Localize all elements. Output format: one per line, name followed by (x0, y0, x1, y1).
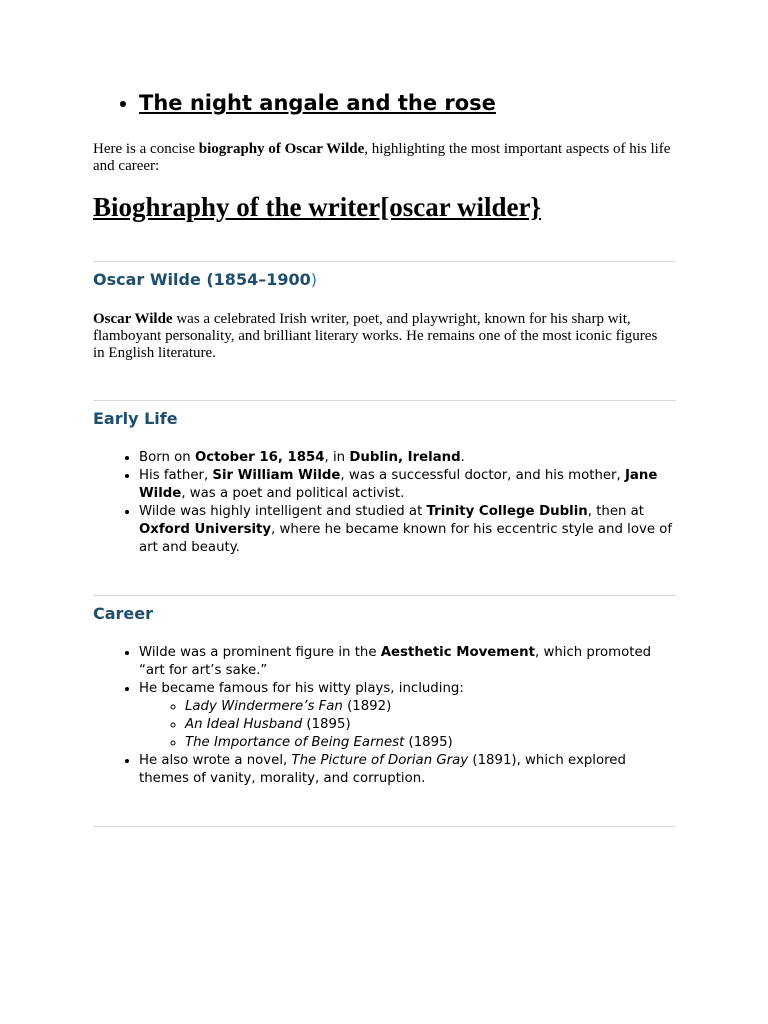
bold-text: Jane Wilde (139, 468, 658, 501)
play-item (185, 734, 676, 752)
play-item (185, 698, 676, 716)
text: , was a successful doctor, and his mother, (340, 468, 625, 483)
text: He became famous for his witty plays, including: (139, 681, 464, 696)
play-title: Lady Windermere’s Fan (185, 699, 343, 714)
section-heading-oscar-wilde (93, 269, 317, 291)
bold-text: Oxford University (139, 522, 272, 537)
list-item (139, 644, 676, 680)
bold-text: Aesthetic Movement (380, 645, 535, 660)
early-life-list (93, 449, 676, 557)
bold-text: Trinity College Dublin (426, 504, 588, 519)
top-title-block (93, 88, 683, 118)
para-bold: Oscar Wilde (93, 311, 173, 327)
list-item (139, 503, 676, 557)
text: , was a poet and political activist. (181, 486, 405, 501)
section-heading-career: Career (93, 604, 154, 623)
divider (93, 400, 676, 401)
intro-bio-paragraph (93, 311, 668, 362)
text: His father, (139, 468, 213, 483)
intro-text-end: , highlighting the most important aspects of his life and career: (93, 141, 671, 174)
divider (93, 595, 676, 596)
list-item (139, 752, 676, 788)
play-year: (1895) (404, 735, 453, 750)
play-year: (1895) (302, 717, 351, 732)
bold-text: Dublin, Ireland (349, 450, 461, 465)
para-text: was a celebrated Irish writer, poet, and playwright, known for his sharp wit, flamboyant personality, and brilliant literary works. He remains one of the most iconic figures in English literature. (93, 311, 658, 361)
section-heading-early-life: Early Life (93, 409, 178, 428)
bold-text: October 16, 1854 (194, 450, 325, 465)
top-title: • The night angale and the rose (139, 88, 683, 118)
text: . (460, 450, 465, 465)
play-item (185, 716, 676, 734)
top-title-list (93, 88, 683, 118)
intro-bold: biography of Oscar Wilde (198, 141, 365, 157)
text: , where he became known for his eccentric style and love of art and beauty. (139, 522, 673, 555)
list-item (139, 449, 676, 467)
play-year: (1892) (342, 699, 392, 714)
text: (1891), which explored themes of vanity, morality, and corruption. (139, 753, 626, 786)
text: , then at (587, 504, 645, 519)
divider (93, 826, 676, 827)
text: Wilde was a prominent figure in the (139, 645, 381, 660)
biography-heading: Bioghraphy of the writer[oscar wilder} (93, 192, 542, 222)
play-title: The Importance of Being Earnest (185, 735, 405, 750)
heading-text: Oscar Wilde (1854–1900 (93, 270, 311, 289)
text: , in (324, 450, 350, 465)
intro-paragraph (93, 141, 683, 175)
play-title: An Ideal Husband (185, 717, 303, 732)
bold-text: Sir William Wilde (212, 468, 341, 483)
text: Wilde was highly intelligent and studied at (139, 504, 427, 519)
text: Born on (139, 450, 195, 465)
list-item (139, 467, 676, 503)
novel-title: The Picture of Dorian Gray (291, 753, 469, 768)
heading-paren: ) (310, 270, 317, 289)
plays-list (139, 698, 676, 752)
intro-text: Here is a concise (93, 141, 199, 157)
divider (93, 261, 676, 262)
text: , which promoted “art for art’s sake.” (139, 645, 652, 678)
career-list (93, 644, 676, 788)
text: He also wrote a novel, (139, 753, 292, 768)
list-item (139, 680, 676, 752)
